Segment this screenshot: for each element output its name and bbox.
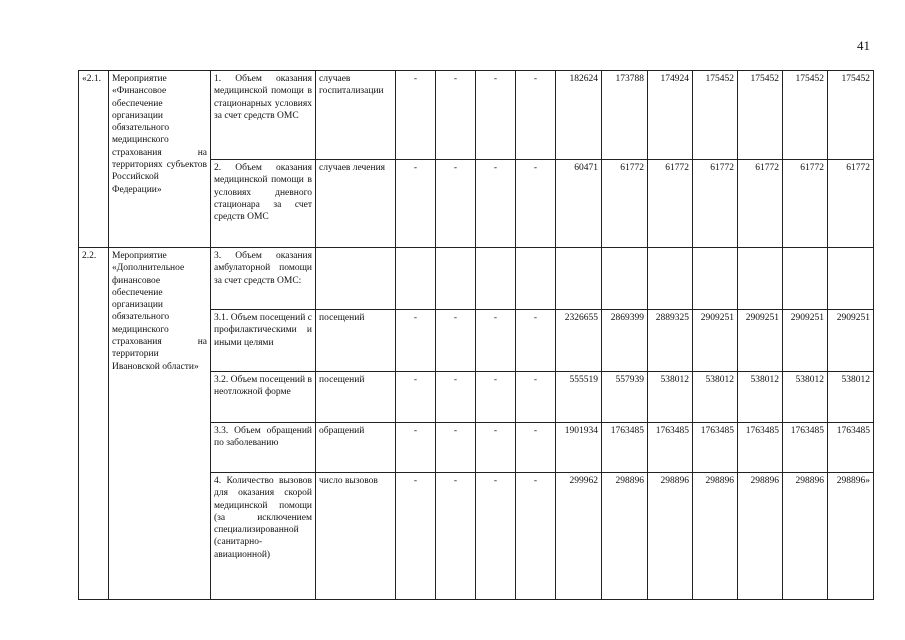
- dash-cell: -: [436, 160, 476, 248]
- value-cell: 2909251: [693, 310, 738, 372]
- dash-cell: -: [476, 423, 516, 473]
- value-cell: 175452: [783, 71, 828, 160]
- value-cell: 175452: [738, 71, 783, 160]
- dash-cell: -: [436, 310, 476, 372]
- value-cell: 60471: [556, 160, 602, 248]
- value-cell: 1763485: [783, 423, 828, 473]
- indicator-cell: 4. Количество вызовов для оказания скорой медицинской помощи (за исключением специализированной (санитарно-авиационной): [211, 473, 316, 600]
- value-cell: 538012: [738, 372, 783, 423]
- dash-cell: -: [436, 423, 476, 473]
- dash-cell: -: [396, 160, 436, 248]
- unit-cell: посещений: [316, 372, 396, 423]
- indicator-cell: 3.2. Объем посещений в неотложной форме: [211, 372, 316, 423]
- unit-cell: случаев лечения: [316, 160, 396, 248]
- unit-cell: посещений: [316, 310, 396, 372]
- indicator-cell: 1. Объем оказания медицинской помощи в стационарных условиях за счет средств ОМС: [211, 71, 316, 160]
- value-cell: 173788: [602, 71, 648, 160]
- value-cell: 61772: [648, 160, 693, 248]
- indicator-cell: 2. Объем оказания медицинской помощи в условиях дневного стационара за счет средств ОМС: [211, 160, 316, 248]
- empty-cell: [516, 248, 556, 310]
- value-cell: 538012: [693, 372, 738, 423]
- value-cell: 61772: [828, 160, 874, 248]
- value-cell: 298896: [783, 473, 828, 600]
- value-cell: 61772: [783, 160, 828, 248]
- unit-cell: число вызовов: [316, 473, 396, 600]
- value-cell: 2889325: [648, 310, 693, 372]
- value-cell: 61772: [693, 160, 738, 248]
- empty-cell: [476, 248, 516, 310]
- value-cell: 299962: [556, 473, 602, 600]
- empty-cell: [316, 248, 396, 310]
- value-cell: 557939: [602, 372, 648, 423]
- empty-cell: [602, 248, 648, 310]
- dash-cell: -: [516, 372, 556, 423]
- value-cell: 2909251: [828, 310, 874, 372]
- program-indicators-table: [78, 70, 874, 600]
- value-cell: 298896»: [828, 473, 874, 600]
- empty-cell: [738, 248, 783, 310]
- dash-cell: -: [436, 473, 476, 600]
- value-cell: 1763485: [738, 423, 783, 473]
- dash-cell: -: [516, 473, 556, 600]
- value-cell: 1901934: [556, 423, 602, 473]
- value-cell: 298896: [602, 473, 648, 600]
- value-cell: 538012: [783, 372, 828, 423]
- dash-cell: -: [516, 423, 556, 473]
- value-cell: 2909251: [783, 310, 828, 372]
- value-cell: 175452: [828, 71, 874, 160]
- dash-cell: -: [476, 372, 516, 423]
- dash-cell: -: [516, 310, 556, 372]
- empty-cell: [396, 248, 436, 310]
- empty-cell: [783, 248, 828, 310]
- table-row: [79, 71, 874, 160]
- dash-cell: -: [476, 160, 516, 248]
- value-cell: 298896: [648, 473, 693, 600]
- dash-cell: -: [436, 372, 476, 423]
- dash-cell: -: [396, 310, 436, 372]
- value-cell: 555519: [556, 372, 602, 423]
- event-number-cell: 2.2.: [79, 248, 109, 600]
- dash-cell: -: [476, 71, 516, 160]
- value-cell: 2909251: [738, 310, 783, 372]
- indicator-cell: 3.3. Объем обращений по заболеванию: [211, 423, 316, 473]
- dash-cell: -: [396, 71, 436, 160]
- dash-cell: -: [436, 71, 476, 160]
- value-cell: 298896: [693, 473, 738, 600]
- page-number: 41: [857, 38, 870, 53]
- dash-cell: -: [516, 71, 556, 160]
- unit-cell: случаев госпитализации: [316, 71, 396, 160]
- dash-cell: -: [476, 473, 516, 600]
- dash-cell: -: [396, 372, 436, 423]
- value-cell: 174924: [648, 71, 693, 160]
- value-cell: 1763485: [693, 423, 738, 473]
- empty-cell: [693, 248, 738, 310]
- value-cell: 538012: [648, 372, 693, 423]
- value-cell: 1763485: [602, 423, 648, 473]
- value-cell: 2869399: [602, 310, 648, 372]
- empty-cell: [828, 248, 874, 310]
- value-cell: 61772: [738, 160, 783, 248]
- dash-cell: -: [396, 423, 436, 473]
- value-cell: 538012: [828, 372, 874, 423]
- table-row: [79, 248, 874, 310]
- value-cell: 175452: [693, 71, 738, 160]
- empty-cell: [648, 248, 693, 310]
- value-cell: 2326655: [556, 310, 602, 372]
- indicator-cell: 3.1. Объем посещений с профилактическими и иными целями: [211, 310, 316, 372]
- dash-cell: -: [476, 310, 516, 372]
- indicator-cell: 3. Объем оказания амбулаторной помощи за счет средств ОМС:: [211, 248, 316, 310]
- event-name-cell: Мероприятие «Дополнительное финансовое обеспечение организации обязательного медицинского страхования на территории Ивановской области»: [109, 248, 211, 600]
- value-cell: 61772: [602, 160, 648, 248]
- event-number-cell: «2.1.: [79, 71, 109, 248]
- empty-cell: [556, 248, 602, 310]
- dash-cell: -: [516, 160, 556, 248]
- value-cell: 1763485: [648, 423, 693, 473]
- dash-cell: -: [396, 473, 436, 600]
- event-name-cell: Мероприятие «Финансовое обеспечение организации обязательного медицинского страхования на территориях субъектов Российской Федерации»: [109, 71, 211, 248]
- value-cell: 298896: [738, 473, 783, 600]
- empty-cell: [436, 248, 476, 310]
- unit-cell: обращений: [316, 423, 396, 473]
- value-cell: 182624: [556, 71, 602, 160]
- value-cell: 1763485: [828, 423, 874, 473]
